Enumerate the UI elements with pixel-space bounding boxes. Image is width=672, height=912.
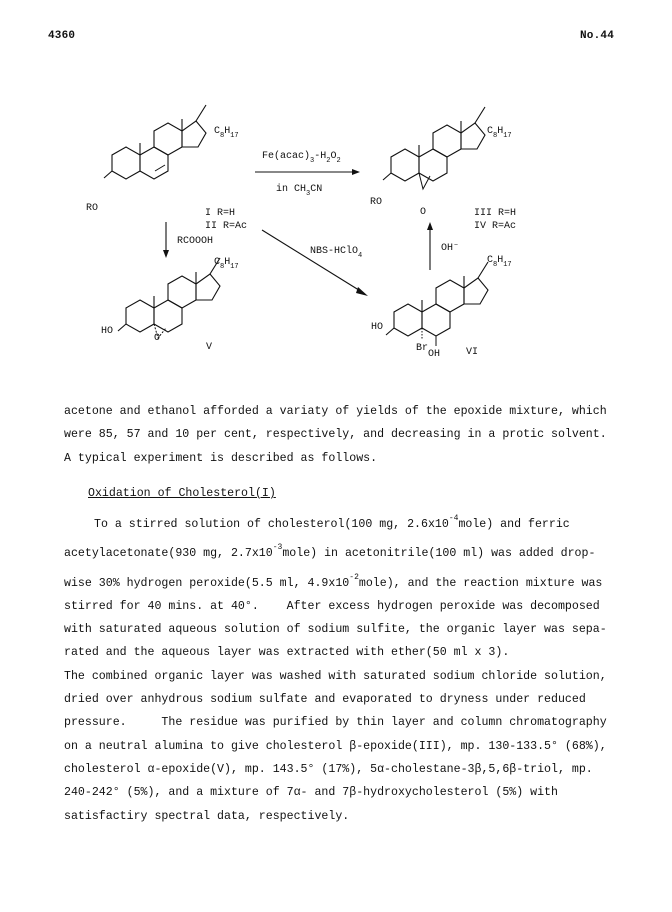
svg-text:C8H17: $C_8H_{17}$ bbox=[487, 255, 512, 269]
svg-text:in CH3CN: in $CH_3CN$ bbox=[276, 184, 323, 198]
compound-label-i: I R=H bbox=[205, 208, 236, 219]
compound-label-v: V bbox=[206, 342, 213, 353]
svg-text:O: O bbox=[154, 333, 161, 344]
arrow-bromohydrin bbox=[262, 230, 368, 296]
structure-cholesterol bbox=[86, 105, 247, 232]
section-title: Oxidation of Cholesterol(I) bbox=[88, 487, 276, 500]
svg-text:O: O bbox=[420, 207, 427, 218]
svg-text:C8H17: $C_8H_{17}$ bbox=[214, 126, 239, 140]
structure-beta-epoxide bbox=[370, 107, 516, 232]
arrow-epoxidation bbox=[255, 150, 360, 198]
svg-text:RO: RO bbox=[370, 197, 383, 208]
svg-text:Fe(acac)3-H2O2: $Fe(acac)_3-H_2O_2$ bbox=[262, 151, 341, 165]
compound-label-iii: III R=H bbox=[474, 208, 517, 219]
compound-label-ii: II R=Ac bbox=[205, 221, 248, 232]
svg-text:NBS-HClO4: NBS-HClO$_4$ bbox=[310, 246, 363, 260]
svg-text:RCOOOH: RCOOOH bbox=[177, 236, 214, 247]
paragraph-intro: acetone and ethanol afforded a variaty of yields of the epoxide mixture, which were 85, 57 and 10 per cent, respectively, and decreasing in a protic solvent. A typical experiment is described as follows. bbox=[64, 405, 607, 465]
journal-issue: No.44 bbox=[580, 30, 615, 42]
svg-text:Br: Br bbox=[416, 343, 429, 354]
paragraph-procedure: To a stirred solution of cholesterol(100 mg, $2.6x10^{-4}mole$) and ferric acetylacetonate(930 mg, $2.7x10^{-3}mole$) in acetonitrile(100 ml) was added drop- wise 30% hydrogen peroxide(5.5 ml, $4.9x10^{-2}mole$), and the reaction mixture was stirred for 40 mins. at 40°. After excess hydrogen peroxide was decomposed with saturated aqueous solution of sodium sulfite, the organic layer was sepa- rated and the aqueous layer was extracted with ether(50 ml x 3). The combined organic layer was washed with saturated sodium chloride solution, dried over anhydrous sodium sulfate and evaporated to dryness under reduced pressure. The residue was purified by thin layer and column chromatography on a neutral alumina to give cholesterol β-epoxide(III), mp. 130-133.5° (68%), cholesterol α-epoxide(V), mp. 143.5° (17%), 5α-cholestane-3β,5,6β-triol, mp. 240-242° (5%), and a mixture of 7α- and 7β-hydroxycholesterol (5%) with satisfactiry spectral data, respectively. bbox=[64, 514, 607, 823]
svg-text:C8H17: $C_8H_{17}$ bbox=[214, 257, 239, 271]
svg-text:HO: HO bbox=[101, 326, 114, 337]
svg-text:OH: OH bbox=[428, 349, 441, 360]
arrow-base bbox=[427, 222, 459, 270]
compound-label-iv: IV R=Ac bbox=[474, 221, 517, 232]
svg-text:RO: RO bbox=[86, 203, 99, 214]
svg-text:C8H17: $C_8H_{17}$ bbox=[487, 126, 512, 140]
compound-label-vi: VI bbox=[466, 347, 479, 358]
structure-alpha-epoxide bbox=[101, 257, 239, 353]
svg-text:OH⁻: OH⁻ bbox=[441, 243, 460, 254]
structure-bromohydrin bbox=[371, 255, 512, 360]
reaction-scheme bbox=[0, 100, 672, 380]
page-number: 4360 bbox=[48, 30, 76, 42]
svg-text:HO: HO bbox=[371, 322, 384, 333]
